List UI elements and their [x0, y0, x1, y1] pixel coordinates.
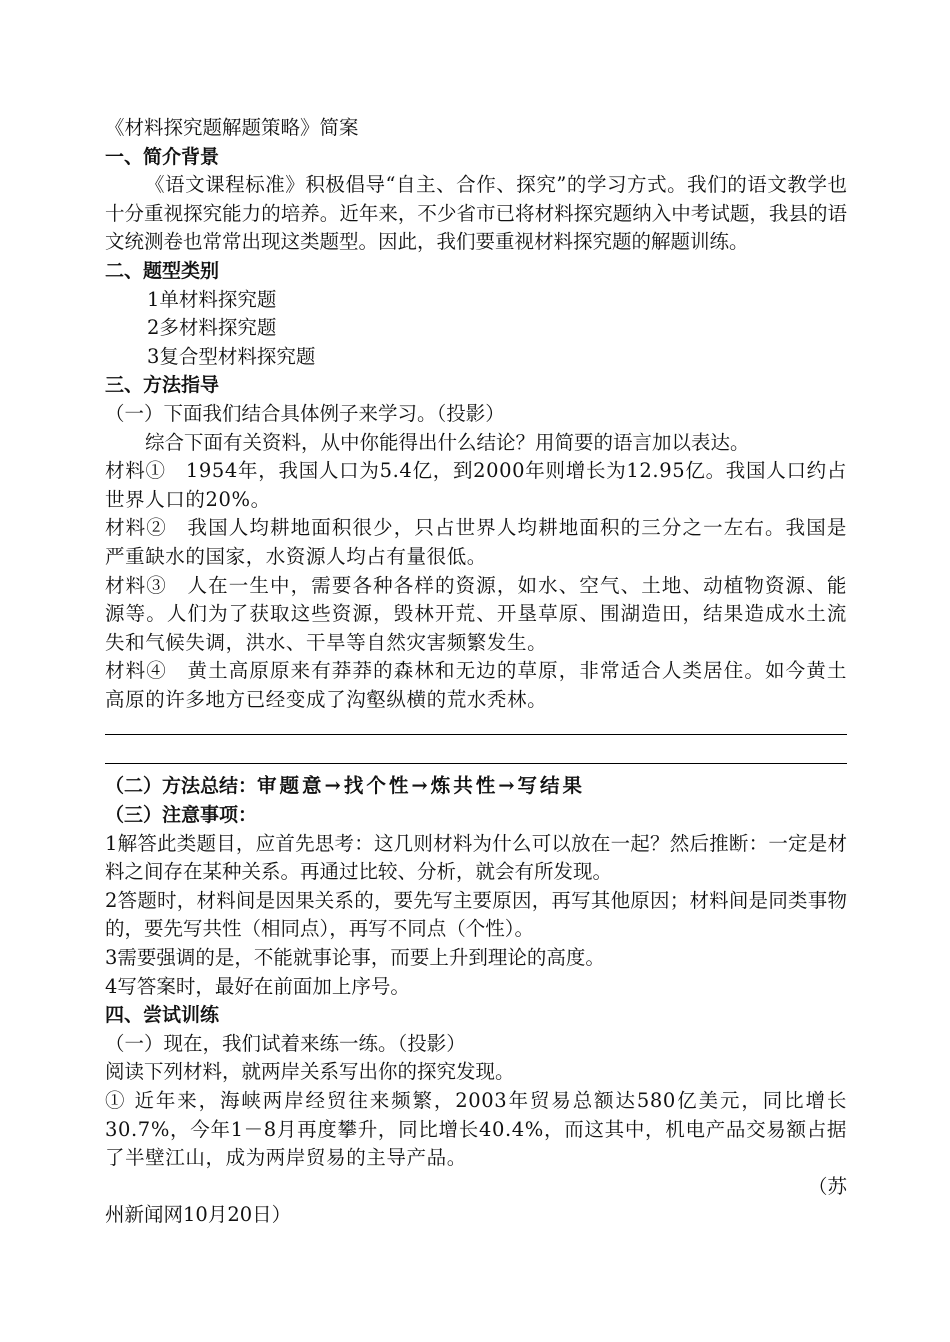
practice-material-1: ① 近年来，海峡两岸经贸往来频繁，2003年贸易总额达580亿美元，同比增长30.7%，今年1－8月再度攀升，同比增长40.4%，而这其中，机电产品交易额占据了半壁江山，成为两岸贸易的主导产品。 — [105, 1089, 847, 1170]
source-citation-end: 州新闻网10月20日） — [105, 1203, 292, 1227]
practice-prompt: 阅读下列材料，就两岸关系写出你的探究发现。 — [105, 1060, 515, 1084]
source-citation-start: （苏 — [807, 1174, 847, 1198]
type-item: 2多材料探究题 — [147, 316, 277, 340]
type-item: 1单材料探究题 — [147, 287, 277, 311]
method-subheading-notes: （三）注意事项： — [105, 804, 258, 827]
section-heading-types: 二、题型类别 — [105, 259, 220, 282]
section-heading-practice: 四、尝试训练 — [105, 1004, 220, 1027]
answer-line — [105, 763, 847, 764]
document-page — [105, 114, 847, 1230]
example-prompt: 综合下面有关资料，从中你能得出什么结论？用简要的语言加以表达。 — [145, 430, 750, 454]
material-2: 材料② 我国人均耕地面积很少，只占世界人均耕地面积的三分之一左右。我国是严重缺水的国家，水资源人均占有量很低。 — [105, 516, 847, 568]
note-item: 2答题时，材料间是因果关系的，要先写主要原因，再写其他原因；材料间是同类事物的，要先写共性（相同点），再写不同点（个性）。 — [105, 888, 847, 941]
background-paragraph: 《语文课程标准》积极倡导“自主、合作、探究”的学习方式。我们的语文教学也十分重视探究能力的培养。近年来，不少省市已将材料探究题纳入中考试题，我县的语文统测卷也常常出现这类题型。因此，我们要重视材料探究题的解题训练。 — [105, 173, 847, 254]
document-title: 《材料探究题解题策略》简案 — [105, 116, 359, 139]
note-item: 1解答此类题目，应首先思考：这几则材料为什么可以放在一起？然后推断：一定是材料之间存在某种关系。再通过比较、分析，就会有所发现。 — [105, 831, 847, 884]
section-heading-method: 三、方法指导 — [105, 374, 220, 397]
material-1: 材料① 1954年，我国人口为5.4亿，到2000年则增长为12.95亿。我国人口约占世界人口的20%。 — [105, 459, 847, 511]
material-4: 材料④ 黄土高原原来有莽莽的森林和无边的草原，非常适合人类居住。如今黄土高原的许多地方已经变成了沟壑纵横的荒水秃林。 — [105, 659, 847, 711]
material-3: 材料③ 人在一生中，需要各种各样的资源，如水、空气、土地、动植物资源、能源等。人们为了获取这些资源，毁林开荒、开垦草原、围湖造田，结果造成水土流失和气候失调，洪水、干旱等自然灾害频繁发生。 — [105, 573, 847, 654]
answer-line — [105, 734, 847, 735]
method-subheading-example: （一）下面我们结合具体例子来学习。（投影） — [105, 401, 505, 425]
type-item: 3复合型材料探究题 — [147, 344, 316, 368]
method-summary-formula: 审题意→找个性→炼共性→写结果 — [257, 774, 586, 798]
practice-subheading: （一）现在，我们试着来练一练。（投影） — [105, 1031, 466, 1055]
method-summary-label: （二）方法总结： — [105, 775, 258, 798]
section-heading-background: 一、简介背景 — [105, 145, 220, 168]
note-item: 4写答案时，最好在前面加上序号。 — [105, 974, 410, 998]
note-item: 3需要强调的是，不能就事论事，而要上升到理论的高度。 — [105, 946, 605, 970]
